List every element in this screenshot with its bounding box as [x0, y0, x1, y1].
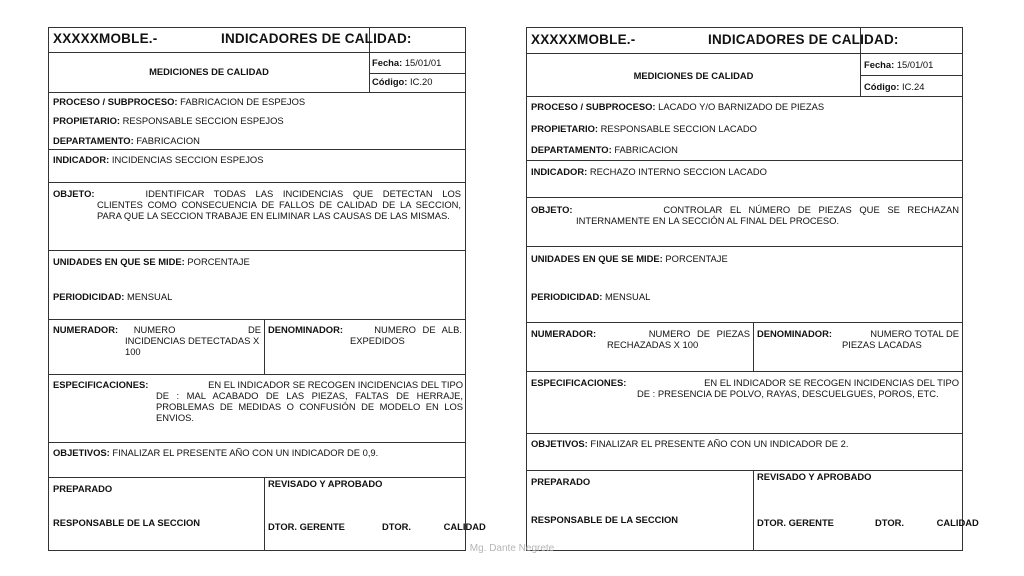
objetivos-field: OBJETIVOS: FINALIZAR EL PRESENTE AÑO CON UN INDICADOR DE 0,9. — [53, 447, 379, 458]
proceso-field: PROCESO / SUBPROCESO: FABRICACION DE ESPEJOS — [53, 96, 306, 107]
divider — [49, 374, 465, 375]
proceso-field: PROCESO / SUBPROCESO: LACADO Y/O BARNIZADO DE PIEZAS — [531, 101, 825, 112]
numerador-field: NUMERADOR: NUMERO DE PIEZAS RECHAZADAS X 100 — [531, 328, 750, 350]
propietario-field: PROPIETARIO: RESPONSABLE SECCION LACADO — [531, 123, 757, 134]
indicador-field: INDICADOR: INCIDENCIAS SECCION ESPEJOS — [53, 154, 264, 165]
subheader: MEDICIONES DE CALIDAD — [149, 66, 269, 77]
header-title: INDICADORES DE CALIDAD: — [221, 31, 412, 46]
codigo-field: Código: IC.24 — [864, 81, 925, 92]
especificaciones-field: ESPECIFICACIONES: EN EL INDICADOR SE RECOGEN INCIDENCIAS DEL TIPO DE : PRESENCIA DE POLVO, RAYAS, DESCUELGUES, POROS, ETC. — [531, 377, 959, 399]
periodicidad-field: PERIODICIDAD: MENSUAL — [53, 291, 173, 302]
numerador-field: NUMERADOR: NUMERO DE INCIDENCIAS DETECTADAS X 100 — [53, 324, 261, 357]
divider — [527, 53, 962, 54]
revisado-label: REVISADO Y APROBADO — [268, 478, 383, 489]
dtor-calidad-label: DTOR. CALIDAD — [382, 521, 486, 532]
divider — [527, 197, 962, 198]
footer-credit: Mg. Dante Negrete — [469, 543, 555, 554]
company-name: XXXXXMOBLE.- — [531, 32, 636, 47]
departamento-field: DEPARTAMENTO: FABRICACION — [53, 135, 200, 146]
divider — [49, 477, 465, 478]
preparado-label: PREPARADO — [53, 483, 113, 494]
divider — [49, 319, 465, 320]
dtor-gerente-label: DTOR. GERENTE — [268, 521, 345, 532]
denominador-field: DENOMINADOR: NUMERO DE ALB. EXPEDIDOS — [268, 324, 462, 346]
divider — [49, 442, 465, 443]
divider — [753, 470, 754, 550]
codigo-field: Código: IC.20 — [372, 76, 433, 87]
company-name: XXXXXMOBLE.- — [53, 31, 158, 46]
divider — [49, 182, 465, 183]
especificaciones-field: ESPECIFICACIONES: EN EL INDICADOR SE RECOGEN INCIDENCIAS DEL TIPO DE : MAL ACABADO DE LAS PIEZAS, FALTAS DE HERRAJE, PROBLEMAS DE MEDIDAS O CONFUSIÓN DE MODELO EN LOS ENVIOS. — [53, 379, 463, 423]
fecha-field: Fecha: 15/01/01 — [372, 57, 442, 68]
responsable-label: RESPONSABLE DE LA SECCION — [53, 517, 201, 528]
objeto-field: OBJETO: CONTROLAR EL NÚMERO DE PIEZAS QUE SE RECHAZAN INTERNAMENTE EN LA SECCIÓN AL FINAL DEL PROCESO. — [531, 204, 959, 226]
divider — [527, 96, 962, 97]
departamento-field: DEPARTAMENTO: FABRICACION — [531, 144, 678, 155]
fecha-field: Fecha: 15/01/01 — [864, 59, 934, 70]
divider — [49, 250, 465, 251]
unidades-field: UNIDADES EN QUE SE MIDE: PORCENTAJE — [531, 253, 728, 264]
objeto-field: OBJETO: IDENTIFICAR TODAS LAS INCIDENCIAS QUE DETECTAN LOS CLIENTES COMO CONSECUENCIA DE FALLOS DE CALIDAD DE LA SECCION, PARA QUE LA SECCION TRABAJE EN ELIMINAR LAS CAUSAS DE LAS MISMAS. — [53, 188, 461, 221]
divider — [369, 73, 465, 74]
revisado-label: REVISADO Y APROBADO — [757, 471, 872, 482]
propietario-field: PROPIETARIO: RESPONSABLE SECCION ESPEJOS — [53, 115, 284, 126]
divider — [49, 149, 465, 150]
indicador-field: INDICADOR: RECHAZO INTERNO SECCION LACADO — [531, 166, 767, 177]
divider — [527, 433, 962, 434]
periodicidad-field: PERIODICIDAD: MENSUAL — [531, 291, 651, 302]
header-title: INDICADORES DE CALIDAD: — [708, 32, 899, 47]
divider — [527, 322, 962, 323]
divider — [527, 246, 962, 247]
divider — [49, 52, 465, 53]
preparado-label: PREPARADO — [531, 476, 591, 487]
divider — [527, 160, 962, 161]
divider — [860, 75, 962, 76]
denominador-field: DENOMINADOR: NUMERO TOTAL DE PIEZAS LACADAS — [757, 328, 959, 350]
divider — [49, 92, 465, 93]
objetivos-field: OBJETIVOS: FINALIZAR EL PRESENTE AÑO CON UN INDICADOR DE 2. — [531, 438, 849, 449]
divider — [264, 319, 265, 374]
left-quality-form — [48, 27, 486, 551]
unidades-field: UNIDADES EN QUE SE MIDE: PORCENTAJE — [53, 256, 250, 267]
divider — [527, 371, 962, 372]
divider — [264, 477, 265, 550]
dtor-calidad-label: DTOR. CALIDAD — [875, 517, 979, 528]
subheader: MEDICIONES DE CALIDAD — [633, 70, 754, 81]
right-quality-form — [526, 27, 979, 551]
dtor-gerente-label: DTOR. GERENTE — [757, 517, 834, 528]
divider — [753, 322, 754, 371]
responsable-label: RESPONSABLE DE LA SECCION — [531, 514, 679, 525]
divider — [527, 470, 962, 471]
